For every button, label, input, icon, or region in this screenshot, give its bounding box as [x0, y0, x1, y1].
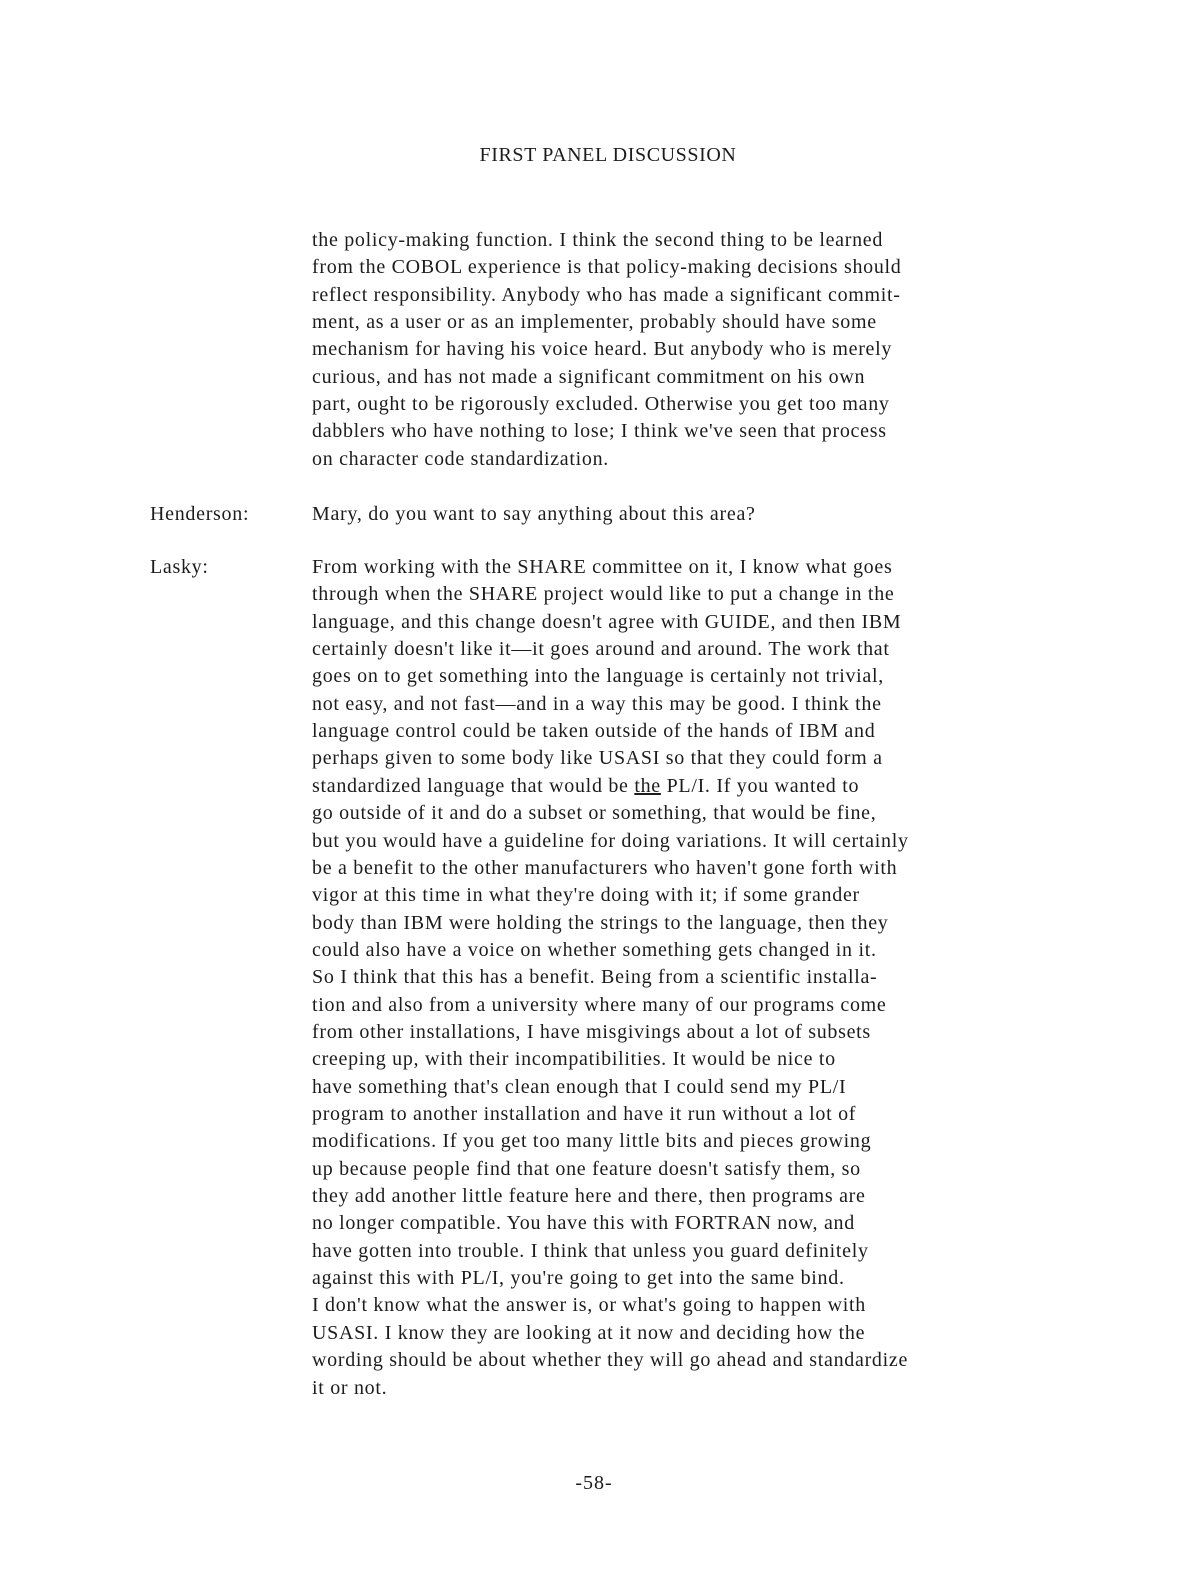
text-line: the policy-making function. I think the second thing to be learned: [312, 229, 884, 251]
text-segment: standardized language that would be: [312, 774, 635, 797]
text-line: on character code standardization.: [312, 447, 609, 470]
text-line: through when the SHARE project would like to put a change in the: [312, 583, 895, 606]
text-line: language, and this change doesn't agree with GUIDE, and then IBM: [312, 610, 902, 633]
page-number: -58-: [575, 1472, 613, 1494]
text-line: Mary, do you want to say anything about this area?: [312, 503, 756, 525]
text-line: they add another little feature here and there, then programs are: [312, 1185, 866, 1208]
text-line: but you would have a guideline for doing variations. It will certainly: [312, 829, 909, 852]
text-line: [312, 774, 859, 798]
text-line: wording should be about whether they will go ahead and standardize: [312, 1349, 909, 1372]
text-line: dabblers who have nothing to lose; I think we've seen that process: [312, 420, 887, 443]
text-line: goes on to get something into the language is certainly not trivial,: [312, 665, 884, 688]
text-line: vigor at this time in what they're doing with it; if some grander: [312, 884, 860, 907]
speaker-label: Henderson:: [150, 503, 250, 525]
text-line: from other installations, I have misgivings about a lot of subsets: [312, 1020, 871, 1043]
text-line: not easy, and not fast—and in a way this may be good. I think the: [312, 692, 882, 715]
text-segment: PL/I. If you wanted to: [660, 774, 860, 797]
text-line: perhaps given to some body like USASI so that they could form a: [312, 747, 883, 770]
text-line: body than IBM were holding the strings to the language, then they: [312, 911, 889, 934]
text-line: certainly doesn't like it—it goes around and around. The work that: [312, 638, 890, 661]
text-line: no longer compatible. You have this with FORTRAN now, and: [312, 1212, 855, 1235]
text-line: tion and also from a university where many of our programs come: [312, 993, 887, 1016]
text-line: modifications. If you get too many little bits and pieces growing: [312, 1130, 872, 1153]
text-line: language control could be taken outside of the hands of IBM and: [312, 720, 876, 743]
text-line: go outside of it and do a subset or something, that would be fine,: [312, 802, 877, 825]
text-line: it or not.: [312, 1376, 388, 1399]
text-line: be a benefit to the other manufacturers who haven't gone forth with: [312, 856, 898, 879]
text-line: creeping up, with their incompatibilities. It would be nice to: [312, 1048, 836, 1071]
text-line: up because people find that one feature doesn't satisfy them, so: [312, 1157, 861, 1180]
text-line: part, ought to be rigorously excluded. Otherwise you get too many: [312, 393, 890, 416]
text-line: USASI. I know they are looking at it now and deciding how the: [312, 1321, 866, 1344]
text-line: could also have a voice on whether something gets changed in it.: [312, 938, 877, 961]
text-line: program to another installation and have it run without a lot of: [312, 1103, 857, 1125]
speaker-label: Lasky:: [150, 556, 209, 578]
text-line: curious, and has not made a significant commitment on his own: [312, 365, 866, 388]
text-line: mechanism for having his voice heard. But anybody who is merely: [312, 338, 893, 361]
page-title: FIRST PANEL DISCUSSION: [479, 144, 737, 166]
underlined-word: the: [634, 774, 661, 797]
text-line: from the COBOL experience is that policy-making decisions should: [312, 256, 902, 279]
text-line: against this with PL/I, you're going to get into the same bind.: [312, 1267, 845, 1290]
text-line: So I think that this has a benefit. Being from a scientific installa-: [312, 966, 878, 989]
text-line: From working with the SHARE committee on it, I know what goes: [312, 556, 893, 578]
text-line: reflect responsibility. Anybody who has made a significant commit-: [312, 283, 901, 306]
text-line: have gotten into trouble. I think that unless you guard definitely: [312, 1239, 869, 1262]
text-line: have something that's clean enough that I could send my PL/I: [312, 1075, 847, 1098]
text-line: ment, as a user or as an implementer, probably should have some: [312, 311, 877, 334]
text-line: I don't know what the answer is, or what's going to happen with: [312, 1294, 867, 1317]
